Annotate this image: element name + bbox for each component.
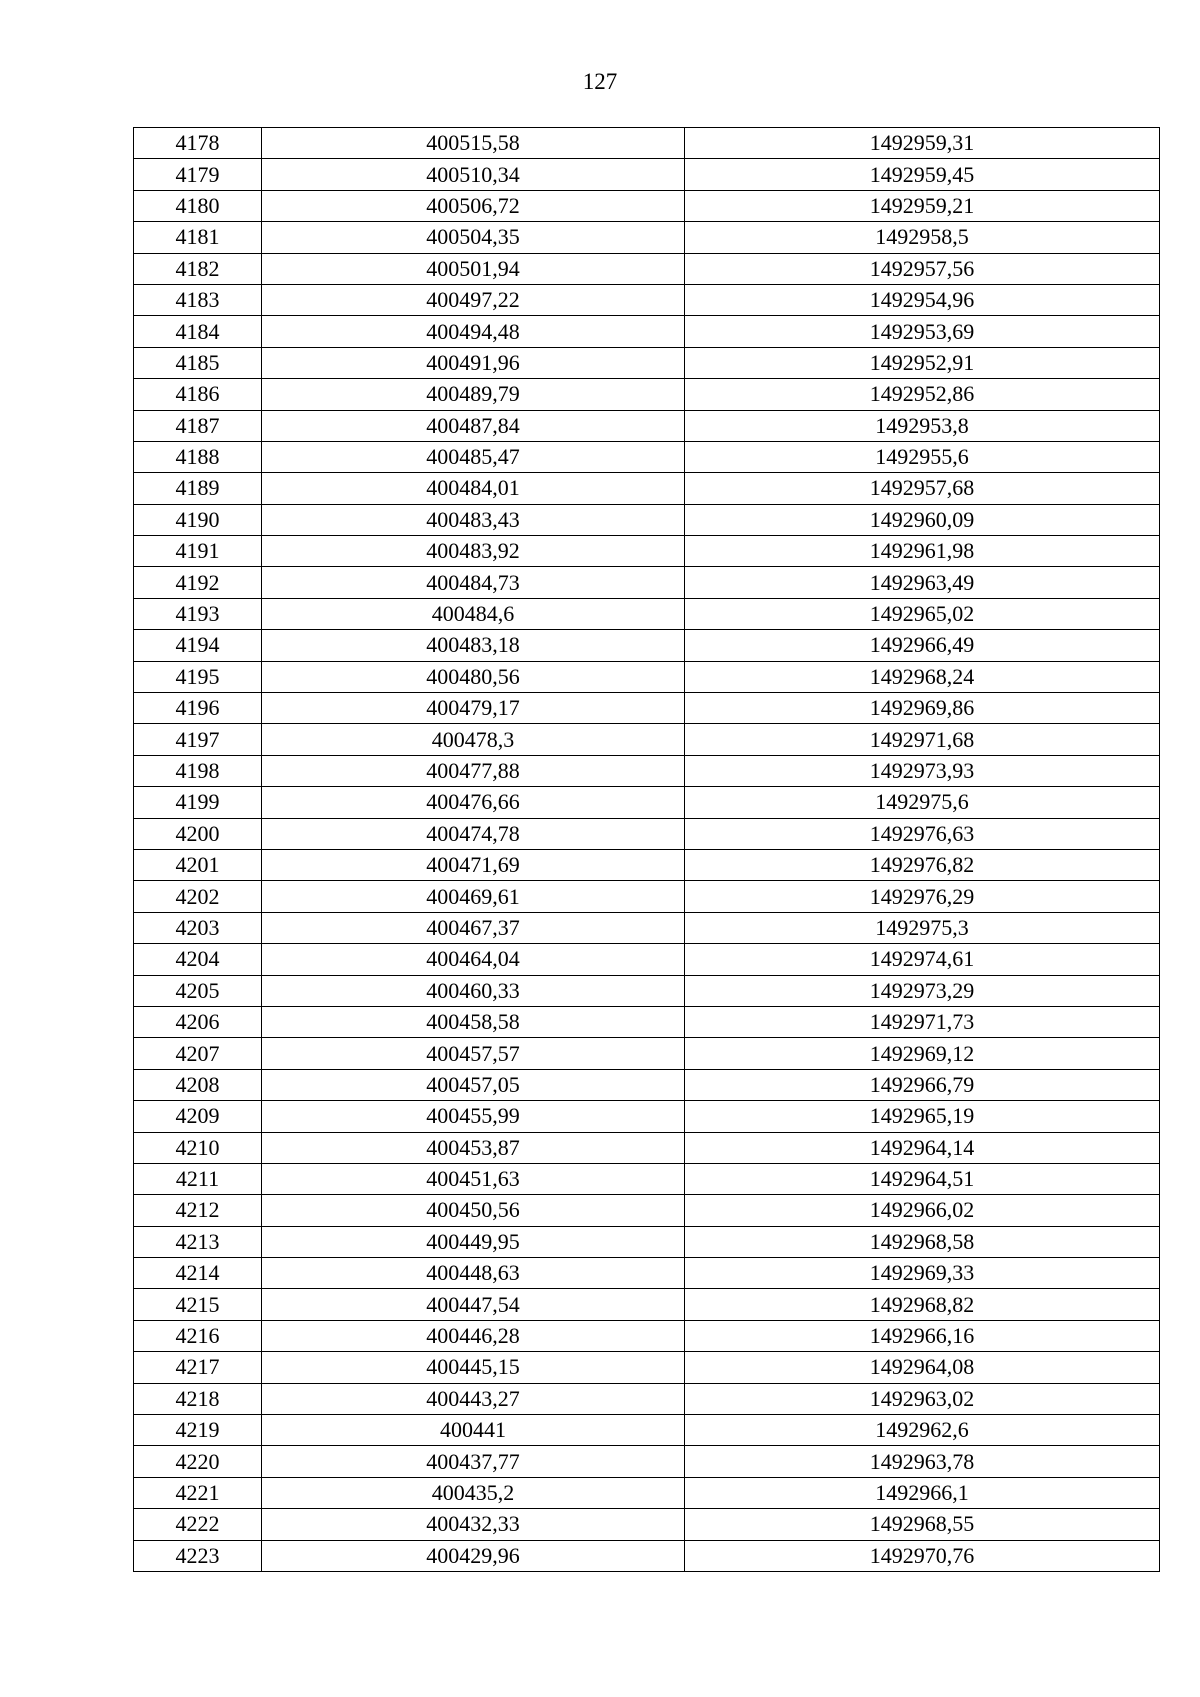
table-row bbox=[134, 724, 1160, 755]
table-row bbox=[134, 661, 1160, 692]
y-coordinate-cell: 1492959,45 bbox=[685, 159, 1160, 190]
table-row bbox=[134, 410, 1160, 441]
table-row bbox=[134, 284, 1160, 315]
point-number-cell: 4200 bbox=[134, 818, 262, 849]
x-coordinate-cell: 400437,77 bbox=[262, 1446, 685, 1477]
y-coordinate-cell: 1492963,02 bbox=[685, 1383, 1160, 1414]
table-row bbox=[134, 1509, 1160, 1540]
table-row bbox=[134, 1383, 1160, 1414]
table-row bbox=[134, 1038, 1160, 1069]
x-coordinate-cell: 400484,01 bbox=[262, 473, 685, 504]
table-row bbox=[134, 1258, 1160, 1289]
point-number-cell: 4206 bbox=[134, 1006, 262, 1037]
table-row bbox=[134, 1006, 1160, 1037]
y-coordinate-cell: 1492964,14 bbox=[685, 1132, 1160, 1163]
point-number-cell: 4195 bbox=[134, 661, 262, 692]
point-number-cell: 4222 bbox=[134, 1509, 262, 1540]
x-coordinate-cell: 400491,96 bbox=[262, 347, 685, 378]
point-number-cell: 4185 bbox=[134, 347, 262, 378]
point-number-cell: 4187 bbox=[134, 410, 262, 441]
point-number-cell: 4178 bbox=[134, 128, 262, 159]
y-coordinate-cell: 1492971,68 bbox=[685, 724, 1160, 755]
table-row bbox=[134, 253, 1160, 284]
y-coordinate-cell: 1492957,56 bbox=[685, 253, 1160, 284]
x-coordinate-cell: 400510,34 bbox=[262, 159, 685, 190]
table-row bbox=[134, 1132, 1160, 1163]
x-coordinate-cell: 400484,6 bbox=[262, 598, 685, 629]
point-number-cell: 4220 bbox=[134, 1446, 262, 1477]
table-row bbox=[134, 504, 1160, 535]
point-number-cell: 4214 bbox=[134, 1258, 262, 1289]
y-coordinate-cell: 1492964,51 bbox=[685, 1163, 1160, 1194]
y-coordinate-cell: 1492966,79 bbox=[685, 1069, 1160, 1100]
y-coordinate-cell: 1492968,58 bbox=[685, 1226, 1160, 1257]
point-number-cell: 4207 bbox=[134, 1038, 262, 1069]
y-coordinate-cell: 1492962,6 bbox=[685, 1415, 1160, 1446]
table-row bbox=[134, 473, 1160, 504]
x-coordinate-cell: 400494,48 bbox=[262, 316, 685, 347]
y-coordinate-cell: 1492965,02 bbox=[685, 598, 1160, 629]
y-coordinate-cell: 1492958,5 bbox=[685, 222, 1160, 253]
point-number-cell: 4216 bbox=[134, 1320, 262, 1351]
y-coordinate-cell: 1492968,24 bbox=[685, 661, 1160, 692]
y-coordinate-cell: 1492957,68 bbox=[685, 473, 1160, 504]
x-coordinate-cell: 400487,84 bbox=[262, 410, 685, 441]
y-coordinate-cell: 1492952,86 bbox=[685, 379, 1160, 410]
point-number-cell: 4193 bbox=[134, 598, 262, 629]
point-number-cell: 4218 bbox=[134, 1383, 262, 1414]
x-coordinate-cell: 400479,17 bbox=[262, 693, 685, 724]
x-coordinate-cell: 400489,79 bbox=[262, 379, 685, 410]
point-number-cell: 4190 bbox=[134, 504, 262, 535]
point-number-cell: 4215 bbox=[134, 1289, 262, 1320]
table-row bbox=[134, 1446, 1160, 1477]
table-row bbox=[134, 881, 1160, 912]
x-coordinate-cell: 400443,27 bbox=[262, 1383, 685, 1414]
point-number-cell: 4211 bbox=[134, 1163, 262, 1194]
y-coordinate-cell: 1492969,33 bbox=[685, 1258, 1160, 1289]
x-coordinate-cell: 400478,3 bbox=[262, 724, 685, 755]
y-coordinate-cell: 1492965,19 bbox=[685, 1101, 1160, 1132]
point-number-cell: 4184 bbox=[134, 316, 262, 347]
point-number-cell: 4221 bbox=[134, 1477, 262, 1508]
y-coordinate-cell: 1492955,6 bbox=[685, 441, 1160, 472]
table-row bbox=[134, 567, 1160, 598]
x-coordinate-cell: 400460,33 bbox=[262, 975, 685, 1006]
point-number-cell: 4203 bbox=[134, 912, 262, 943]
table-row bbox=[134, 818, 1160, 849]
point-number-cell: 4201 bbox=[134, 849, 262, 880]
y-coordinate-cell: 1492961,98 bbox=[685, 536, 1160, 567]
y-coordinate-cell: 1492964,08 bbox=[685, 1352, 1160, 1383]
y-coordinate-cell: 1492952,91 bbox=[685, 347, 1160, 378]
table-row bbox=[134, 1320, 1160, 1351]
x-coordinate-cell: 400497,22 bbox=[262, 284, 685, 315]
table-row bbox=[134, 1415, 1160, 1446]
y-coordinate-cell: 1492969,12 bbox=[685, 1038, 1160, 1069]
table-row bbox=[134, 379, 1160, 410]
point-number-cell: 4209 bbox=[134, 1101, 262, 1132]
table-row bbox=[134, 1101, 1160, 1132]
point-number-cell: 4197 bbox=[134, 724, 262, 755]
y-coordinate-cell: 1492966,02 bbox=[685, 1195, 1160, 1226]
x-coordinate-cell: 400469,61 bbox=[262, 881, 685, 912]
point-number-cell: 4202 bbox=[134, 881, 262, 912]
x-coordinate-cell: 400477,88 bbox=[262, 755, 685, 786]
x-coordinate-cell: 400457,57 bbox=[262, 1038, 685, 1069]
point-number-cell: 4223 bbox=[134, 1540, 262, 1571]
table-row bbox=[134, 347, 1160, 378]
point-number-cell: 4183 bbox=[134, 284, 262, 315]
page-number: 127 bbox=[582, 69, 618, 94]
point-number-cell: 4192 bbox=[134, 567, 262, 598]
y-coordinate-cell: 1492975,3 bbox=[685, 912, 1160, 943]
table-row bbox=[134, 944, 1160, 975]
table-row bbox=[134, 1163, 1160, 1194]
table-row bbox=[134, 1289, 1160, 1320]
x-coordinate-cell: 400471,69 bbox=[262, 849, 685, 880]
x-coordinate-cell: 400501,94 bbox=[262, 253, 685, 284]
table-row bbox=[134, 159, 1160, 190]
table-row bbox=[134, 630, 1160, 661]
y-coordinate-cell: 1492953,69 bbox=[685, 316, 1160, 347]
x-coordinate-cell: 400447,54 bbox=[262, 1289, 685, 1320]
y-coordinate-cell: 1492973,93 bbox=[685, 755, 1160, 786]
point-number-cell: 4198 bbox=[134, 755, 262, 786]
y-coordinate-cell: 1492966,16 bbox=[685, 1320, 1160, 1351]
y-coordinate-cell: 1492966,49 bbox=[685, 630, 1160, 661]
y-coordinate-cell: 1492976,29 bbox=[685, 881, 1160, 912]
x-coordinate-cell: 400450,56 bbox=[262, 1195, 685, 1226]
x-coordinate-cell: 400429,96 bbox=[262, 1540, 685, 1571]
x-coordinate-cell: 400485,47 bbox=[262, 441, 685, 472]
table-row bbox=[134, 1352, 1160, 1383]
x-coordinate-cell: 400483,92 bbox=[262, 536, 685, 567]
y-coordinate-cell: 1492960,09 bbox=[685, 504, 1160, 535]
y-coordinate-cell: 1492966,1 bbox=[685, 1477, 1160, 1508]
y-coordinate-cell: 1492959,31 bbox=[685, 128, 1160, 159]
table-row bbox=[134, 912, 1160, 943]
point-number-cell: 4182 bbox=[134, 253, 262, 284]
table-row bbox=[134, 1477, 1160, 1508]
table-row bbox=[134, 1195, 1160, 1226]
point-number-cell: 4194 bbox=[134, 630, 262, 661]
y-coordinate-cell: 1492976,82 bbox=[685, 849, 1160, 880]
x-coordinate-cell: 400515,58 bbox=[262, 128, 685, 159]
x-coordinate-cell: 400448,63 bbox=[262, 1258, 685, 1289]
y-coordinate-cell: 1492959,21 bbox=[685, 190, 1160, 221]
point-number-cell: 4208 bbox=[134, 1069, 262, 1100]
x-coordinate-cell: 400474,78 bbox=[262, 818, 685, 849]
x-coordinate-cell: 400457,05 bbox=[262, 1069, 685, 1100]
table-row bbox=[134, 190, 1160, 221]
table-row bbox=[134, 536, 1160, 567]
table-row bbox=[134, 1540, 1160, 1571]
table-row bbox=[134, 441, 1160, 472]
table-row bbox=[134, 975, 1160, 1006]
x-coordinate-cell: 400441 bbox=[262, 1415, 685, 1446]
table-row bbox=[134, 316, 1160, 347]
point-number-cell: 4204 bbox=[134, 944, 262, 975]
y-coordinate-cell: 1492971,73 bbox=[685, 1006, 1160, 1037]
point-number-cell: 4189 bbox=[134, 473, 262, 504]
y-coordinate-cell: 1492975,6 bbox=[685, 787, 1160, 818]
y-coordinate-cell: 1492963,49 bbox=[685, 567, 1160, 598]
x-coordinate-cell: 400446,28 bbox=[262, 1320, 685, 1351]
point-number-cell: 4181 bbox=[134, 222, 262, 253]
point-number-cell: 4199 bbox=[134, 787, 262, 818]
point-number-cell: 4180 bbox=[134, 190, 262, 221]
x-coordinate-cell: 400484,73 bbox=[262, 567, 685, 598]
point-number-cell: 4188 bbox=[134, 441, 262, 472]
x-coordinate-cell: 400451,63 bbox=[262, 1163, 685, 1194]
y-coordinate-cell: 1492954,96 bbox=[685, 284, 1160, 315]
x-coordinate-cell: 400476,66 bbox=[262, 787, 685, 818]
x-coordinate-cell: 400504,35 bbox=[262, 222, 685, 253]
table-row bbox=[134, 1069, 1160, 1100]
x-coordinate-cell: 400432,33 bbox=[262, 1509, 685, 1540]
table-row bbox=[134, 849, 1160, 880]
y-coordinate-cell: 1492953,8 bbox=[685, 410, 1160, 441]
y-coordinate-cell: 1492969,86 bbox=[685, 693, 1160, 724]
coordinates-table bbox=[133, 127, 1160, 1572]
table-row bbox=[134, 128, 1160, 159]
y-coordinate-cell: 1492968,55 bbox=[685, 1509, 1160, 1540]
x-coordinate-cell: 400464,04 bbox=[262, 944, 685, 975]
x-coordinate-cell: 400483,18 bbox=[262, 630, 685, 661]
x-coordinate-cell: 400458,58 bbox=[262, 1006, 685, 1037]
table-row bbox=[134, 787, 1160, 818]
y-coordinate-cell: 1492976,63 bbox=[685, 818, 1160, 849]
point-number-cell: 4186 bbox=[134, 379, 262, 410]
x-coordinate-cell: 400445,15 bbox=[262, 1352, 685, 1383]
table-row bbox=[134, 598, 1160, 629]
x-coordinate-cell: 400455,99 bbox=[262, 1101, 685, 1132]
point-number-cell: 4191 bbox=[134, 536, 262, 567]
y-coordinate-cell: 1492963,78 bbox=[685, 1446, 1160, 1477]
point-number-cell: 4212 bbox=[134, 1195, 262, 1226]
x-coordinate-cell: 400483,43 bbox=[262, 504, 685, 535]
y-coordinate-cell: 1492970,76 bbox=[685, 1540, 1160, 1571]
table-row bbox=[134, 222, 1160, 253]
table-row bbox=[134, 1226, 1160, 1257]
point-number-cell: 4210 bbox=[134, 1132, 262, 1163]
y-coordinate-cell: 1492973,29 bbox=[685, 975, 1160, 1006]
x-coordinate-cell: 400467,37 bbox=[262, 912, 685, 943]
y-coordinate-cell: 1492968,82 bbox=[685, 1289, 1160, 1320]
point-number-cell: 4179 bbox=[134, 159, 262, 190]
point-number-cell: 4196 bbox=[134, 693, 262, 724]
point-number-cell: 4205 bbox=[134, 975, 262, 1006]
y-coordinate-cell: 1492974,61 bbox=[685, 944, 1160, 975]
coordinates-table-body bbox=[134, 128, 1160, 1572]
point-number-cell: 4217 bbox=[134, 1352, 262, 1383]
table-row bbox=[134, 755, 1160, 786]
point-number-cell: 4219 bbox=[134, 1415, 262, 1446]
x-coordinate-cell: 400453,87 bbox=[262, 1132, 685, 1163]
x-coordinate-cell: 400449,95 bbox=[262, 1226, 685, 1257]
x-coordinate-cell: 400506,72 bbox=[262, 190, 685, 221]
x-coordinate-cell: 400435,2 bbox=[262, 1477, 685, 1508]
point-number-cell: 4213 bbox=[134, 1226, 262, 1257]
x-coordinate-cell: 400480,56 bbox=[262, 661, 685, 692]
table-row bbox=[134, 693, 1160, 724]
